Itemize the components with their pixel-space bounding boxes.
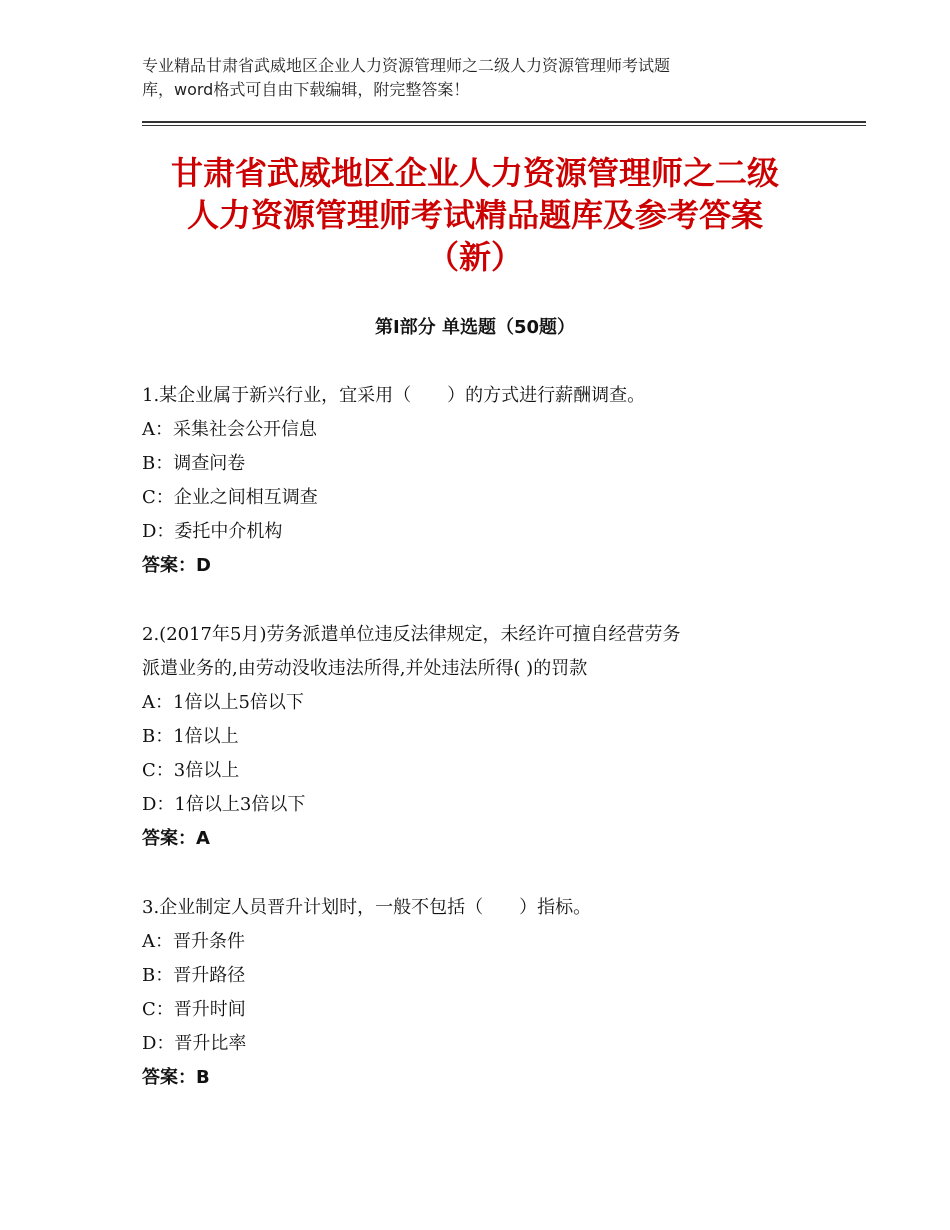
header-divider-thick	[142, 121, 866, 123]
question-1-text: 1.某企业属于新兴行业，宜采用（ ）的方式进行薪酬调查。	[142, 385, 646, 406]
header-note-line-2: 库，word格式可自由下载编辑，附完整答案！	[142, 80, 470, 99]
question-3-text: 3.企业制定人员晋升计划时，一般不包括（ ）指标。	[142, 897, 592, 918]
question-3-option-a: A：晋升条件	[142, 931, 245, 952]
question-2-text-line-1: 2.(2017年5月)劳务派遣单位违反法律规定，未经许可擅自经营劳务	[142, 624, 681, 645]
header-note	[142, 54, 782, 102]
question-2-option-d: D：1倍以上3倍以下	[142, 794, 306, 815]
question-2-option-a: A：1倍以上5倍以下	[142, 692, 304, 713]
title-line-3: （新）	[426, 238, 523, 276]
title-line-2: 人力资源管理师考试精品题库及参考答案	[186, 196, 763, 234]
question-2-answer: 答案：A	[142, 828, 210, 849]
question-2-option-b: B：1倍以上	[142, 726, 239, 747]
question-1-option-b: B：调查问卷	[142, 453, 246, 474]
question-1-option-c: C：企业之间相互调查	[142, 487, 318, 508]
question-2-text-line-2: 派遣业务的,由劳动没收违法所得,并处违法所得( )的罚款	[142, 658, 588, 679]
question-1-option-a: A：采集社会公开信息	[142, 419, 317, 440]
section-heading: 第Ⅰ部分 单选题（50题）	[374, 317, 575, 338]
question-3-option-d: D：晋升比率	[142, 1033, 247, 1054]
question-1-option-d: D：委托中介机构	[142, 521, 283, 542]
question-3-option-c: C：晋升时间	[142, 999, 246, 1020]
question-3-answer: 答案：B	[142, 1067, 210, 1088]
title-line-1: 甘肃省武威地区企业人力资源管理师之二级	[170, 154, 779, 192]
header-divider-thin	[142, 125, 866, 126]
header-note-line-1: 专业精品甘肃省武威地区企业人力资源管理师之二级人力资源管理师考试题	[142, 56, 671, 75]
question-3-option-b: B：晋升路径	[142, 965, 246, 986]
question-2-option-c: C：3倍以上	[142, 760, 240, 781]
document-title	[100, 152, 850, 278]
question-1-answer: 答案：D	[142, 555, 211, 576]
